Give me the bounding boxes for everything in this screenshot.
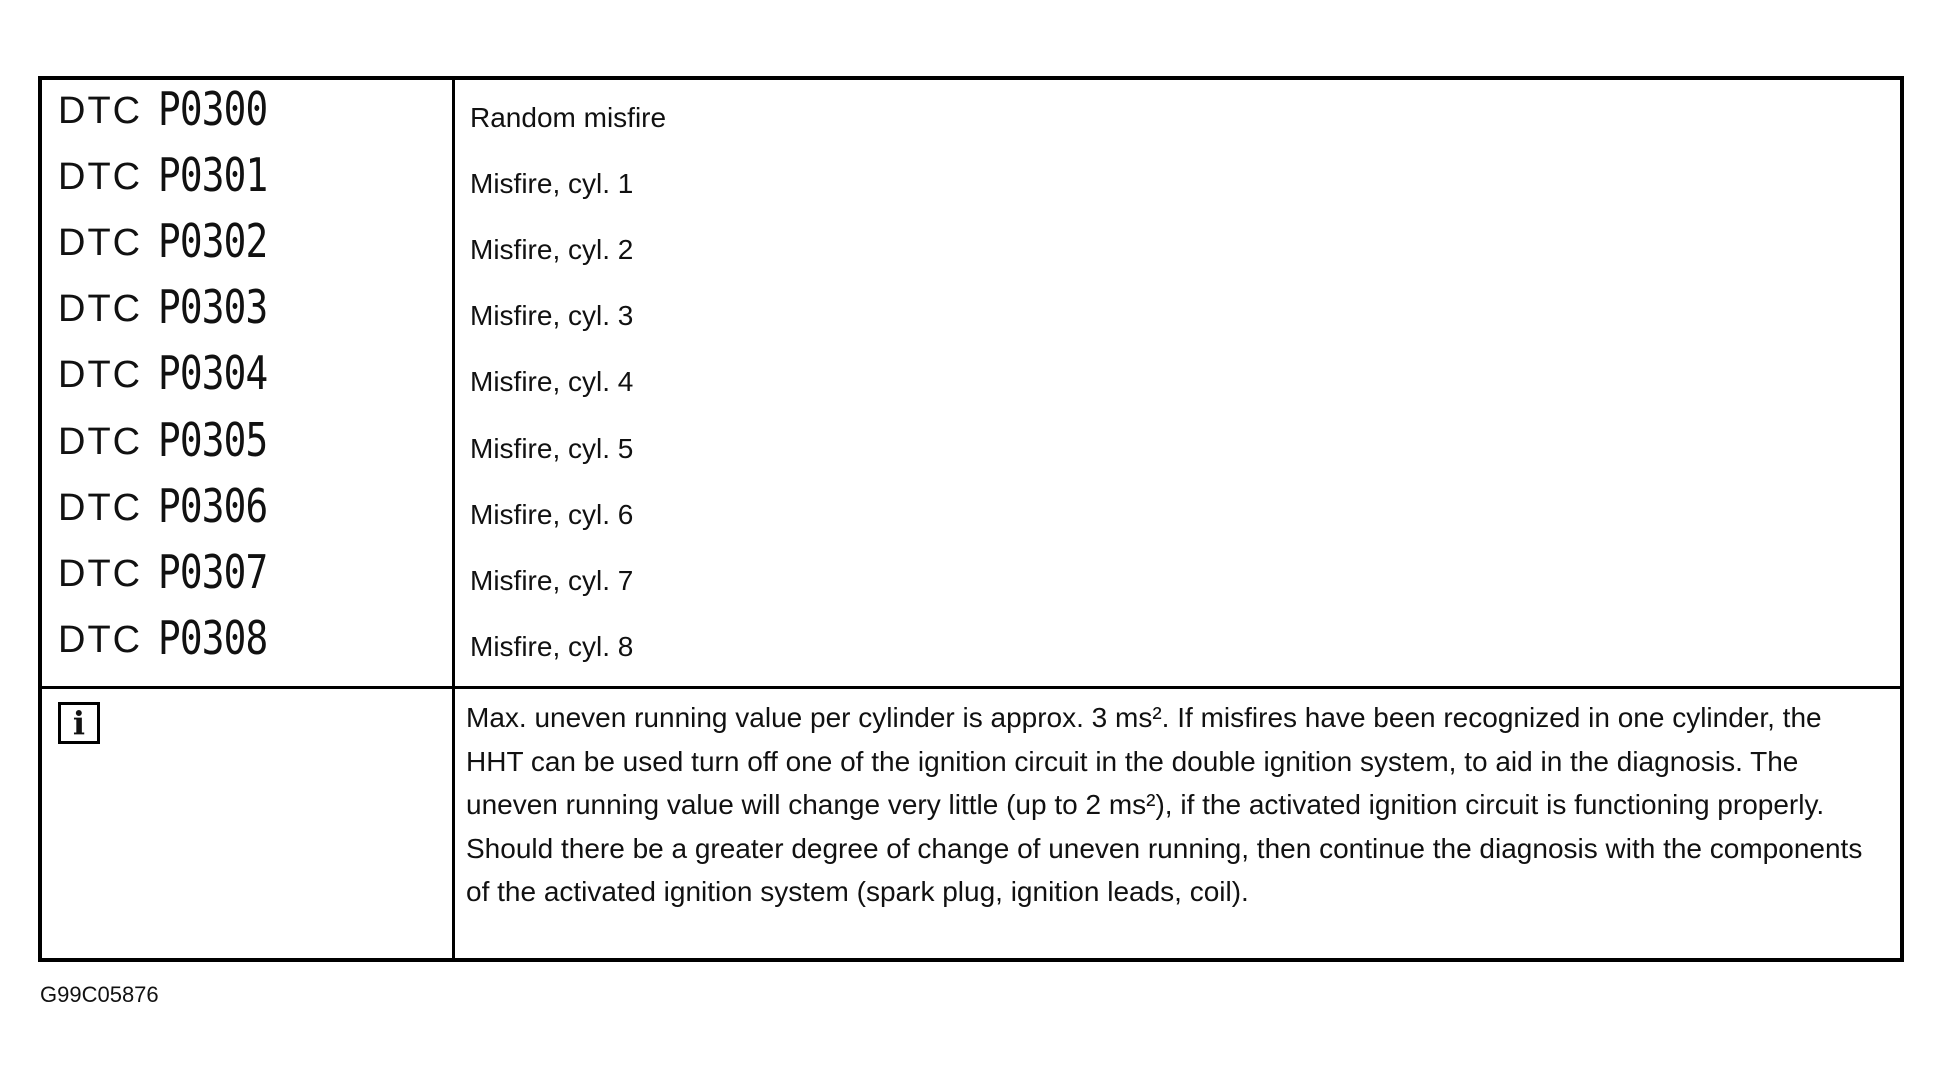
dtc-label: DTC [58,354,143,396]
dtc-description: Misfire, cyl. 1 [470,168,634,199]
dtc-table [38,76,1904,962]
dtc-description: Misfire, cyl. 3 [470,300,634,331]
dtc-description: Misfire, cyl. 6 [470,499,634,530]
dtc-description: Misfire, cyl. 8 [470,631,634,662]
info-note: Max. uneven running value per cylinder is approx. 3 ms². If misfires have been recognized in one cylinder, the HHT can be used turn off one of the ignition circuit in the double ignition system, to aid in the diagnosis. The uneven running value will change very little (up to 2 ms²), if the activated ignition circuit is functioning properly. Should there be a greater degree of change of uneven running, then continue the diagnosis with the components of the activated ignition system (spark plug, ignition leads, coil). [466,702,1863,907]
dtc-label: DTC [58,487,143,529]
row-divider [42,686,1900,689]
dtc-label: DTC [58,421,143,463]
dtc-label: DTC [58,619,143,661]
table-row [42,477,1900,543]
figure-id: G99C05876 [40,982,159,1007]
dtc-code: P0307 [158,545,268,599]
table-row [42,609,1900,675]
dtc-description: Random misfire [470,102,667,133]
dtc-code: P0301 [158,148,268,202]
dtc-code: P0306 [158,479,268,533]
dtc-code: P0308 [158,611,268,665]
info-icon: i [58,702,100,744]
table-row [42,543,1900,609]
dtc-code: P0303 [158,280,268,334]
table-row [42,344,1900,410]
table-row [42,146,1900,212]
table-row [42,411,1900,477]
dtc-code: P0305 [158,413,268,467]
table-row [42,80,1900,146]
dtc-label: DTC [58,90,143,132]
dtc-description: Misfire, cyl. 2 [470,234,634,265]
table-row [42,212,1900,278]
dtc-description: Misfire, cyl. 7 [470,565,634,596]
table-row [42,278,1900,344]
dtc-code: P0302 [158,214,268,268]
dtc-description: Misfire, cyl. 5 [470,433,634,464]
dtc-label: DTC [58,288,143,330]
dtc-code: P0300 [158,82,268,136]
dtc-label: DTC [58,156,143,198]
dtc-description: Misfire, cyl. 4 [470,366,634,397]
dtc-code: P0304 [158,346,268,400]
dtc-label: DTC [58,553,143,595]
dtc-label: DTC [58,222,143,264]
dtc-rows [42,80,1900,686]
